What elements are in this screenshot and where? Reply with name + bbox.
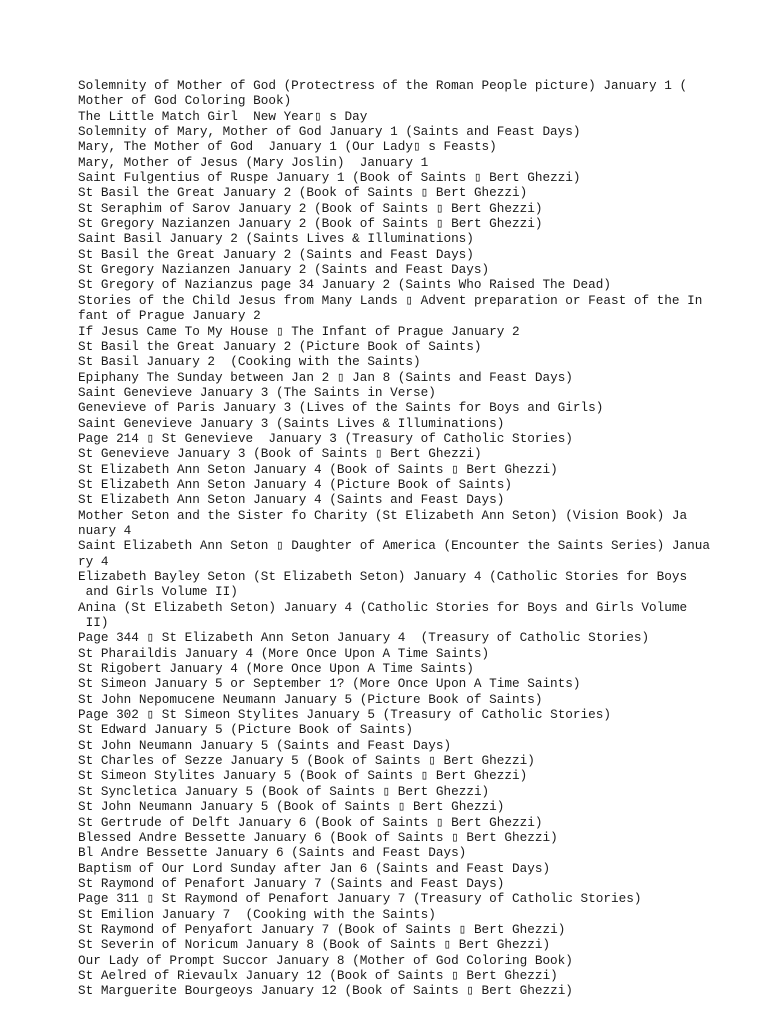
text-line: Bl Andre Bessette January 6 (Saints and Feast Days) [78, 845, 467, 861]
text-line: Mary, The Mother of God January 1 (Our Lady▯ s Feasts) [78, 139, 497, 155]
text-line: St Charles of Sezze January 5 (Book of Saints ▯ Bert Ghezzi) [78, 753, 535, 769]
text-line: St John Neumann January 5 (Book of Saints ▯ Bert Ghezzi) [78, 799, 505, 815]
text-line: Mother of God Coloring Book) [78, 93, 292, 109]
text-line: Saint Basil January 2 (Saints Lives & Illuminations) [78, 231, 474, 247]
text-line: St Raymond of Penyafort January 7 (Book of Saints ▯ Bert Ghezzi) [78, 921, 566, 937]
text-line: St Simeon Stylites January 5 (Book of Saints ▯ Bert Ghezzi) [78, 768, 528, 784]
text-line: St Edward January 5 (Picture Book of Saints) [78, 722, 414, 738]
text-line: Baptism of Our Lord Sunday after Jan 6 (Saints and Feast Days) [78, 860, 551, 876]
text-line: St Syncletica January 5 (Book of Saints ▯ Bert Ghezzi) [78, 783, 490, 799]
text-line: St Emilion January 7 (Cooking with the Saints) [78, 906, 436, 922]
text-line: Saint Fulgentius of Ruspe January 1 (Book of Saints ▯ Bert Ghezzi) [78, 170, 581, 186]
text-line: The Little Match Girl New Year▯ s Day [78, 108, 368, 124]
text-line: St Elizabeth Ann Seton January 4 (Saints and Feast Days) [78, 492, 505, 508]
text-line: Mary, Mother of Jesus (Mary Joslin) January 1 [78, 154, 429, 170]
text-line: Page 214 ▯ St Genevieve January 3 (Treasury of Catholic Stories) [78, 430, 573, 446]
text-line: St Aelred of Rievaulx January 12 (Book of Saints ▯ Bert Ghezzi) [78, 967, 558, 983]
text-line: ry 4 [78, 553, 109, 569]
text-line: II) [78, 615, 109, 631]
text-line: St Marguerite Bourgeoys January 12 (Book of Saints ▯ Bert Ghezzi) [78, 983, 573, 999]
text-line: St Genevieve January 3 (Book of Saints ▯ Bert Ghezzi) [78, 446, 482, 462]
text-line: Mother Seton and the Sister fo Charity (St Elizabeth Ann Seton) (Vision Book) Ja [78, 507, 688, 523]
text-line: St Rigobert January 4 (More Once Upon A Time Saints) [78, 661, 474, 677]
text-line: St Seraphim of Sarov January 2 (Book of Saints ▯ Bert Ghezzi) [78, 200, 543, 216]
text-line: Epiphany The Sunday between Jan 2 ▯ Jan 8 (Saints and Feast Days) [78, 369, 573, 385]
text-line: St Basil January 2 (Cooking with the Saints) [78, 354, 421, 370]
text-line: St Simeon January 5 or September 1? (More Once Upon A Time Saints) [78, 676, 581, 692]
text-line: Page 311 ▯ St Raymond of Penafort January 7 (Treasury of Catholic Stories) [78, 891, 642, 907]
text-line: St John Nepomucene Neumann January 5 (Picture Book of Saints) [78, 691, 543, 707]
text-line: Saint Genevieve January 3 (The Saints in Verse) [78, 384, 436, 400]
text-line: Stories of the Child Jesus from Many Lands ▯ Advent preparation or Feast of the In [78, 292, 703, 308]
text-line: St Basil the Great January 2 (Saints and Feast Days) [78, 246, 474, 262]
text-line: Our Lady of Prompt Succor January 8 (Mother of God Coloring Book) [78, 952, 573, 968]
document-page [78, 78, 718, 999]
text-line: St Pharaildis January 4 (More Once Upon A Time Saints) [78, 645, 490, 661]
text-line: St Raymond of Penafort January 7 (Saints and Feast Days) [78, 875, 505, 891]
text-line: Genevieve of Paris January 3 (Lives of the Saints for Boys and Girls) [78, 400, 604, 416]
text-line: If Jesus Came To My House ▯ The Infant of Prague January 2 [78, 323, 520, 339]
text-line: Solemnity of Mary, Mother of God January 1 (Saints and Feast Days) [78, 124, 581, 140]
text-line: St Gregory Nazianzen January 2 (Saints and Feast Days) [78, 262, 490, 278]
text-line: Elizabeth Bayley Seton (St Elizabeth Seton) January 4 (Catholic Stories for Boys [78, 569, 688, 584]
text-line: St Elizabeth Ann Seton January 4 (Book of Saints ▯ Bert Ghezzi) [78, 461, 558, 477]
text-line: Blessed Andre Bessette January 6 (Book of Saints ▯ Bert Ghezzi) [78, 829, 558, 845]
text-line: St Basil the Great January 2 (Picture Book of Saints) [78, 338, 482, 354]
text-line: Solemnity of Mother of God (Protectress of the Roman People picture) January 1 ( [78, 78, 688, 93]
text-line: St Gregory of Nazianzus page 34 January 2 (Saints Who Raised The Dead) [78, 277, 611, 293]
text-line: St Severin of Noricum January 8 (Book of Saints ▯ Bert Ghezzi) [78, 937, 551, 953]
text-line: St Gregory Nazianzen January 2 (Book of Saints ▯ Bert Ghezzi) [78, 216, 543, 232]
text-line: Anina (St Elizabeth Seton) January 4 (Catholic Stories for Boys and Girls Volume [78, 599, 688, 615]
text-line: St Elizabeth Ann Seton January 4 (Picture Book of Saints) [78, 476, 512, 492]
text-line: fant of Prague January 2 [78, 308, 261, 324]
text-line: Saint Elizabeth Ann Seton ▯ Daughter of America (Encounter the Saints Series) Janua [78, 538, 710, 554]
text-line: nuary 4 [78, 522, 132, 538]
text-line: St Gertrude of Delft January 6 (Book of Saints ▯ Bert Ghezzi) [78, 814, 543, 830]
text-line: St Basil the Great January 2 (Book of Saints ▯ Bert Ghezzi) [78, 185, 528, 201]
text-line: St John Neumann January 5 (Saints and Feast Days) [78, 737, 452, 753]
text-line: Page 302 ▯ St Simeon Stylites January 5 (Treasury of Catholic Stories) [78, 707, 611, 723]
text-line: and Girls Volume II) [78, 584, 238, 600]
text-line: Page 344 ▯ St Elizabeth Ann Seton January 4 (Treasury of Catholic Stories) [78, 630, 650, 646]
text-line: Saint Genevieve January 3 (Saints Lives & Illuminations) [78, 415, 505, 431]
